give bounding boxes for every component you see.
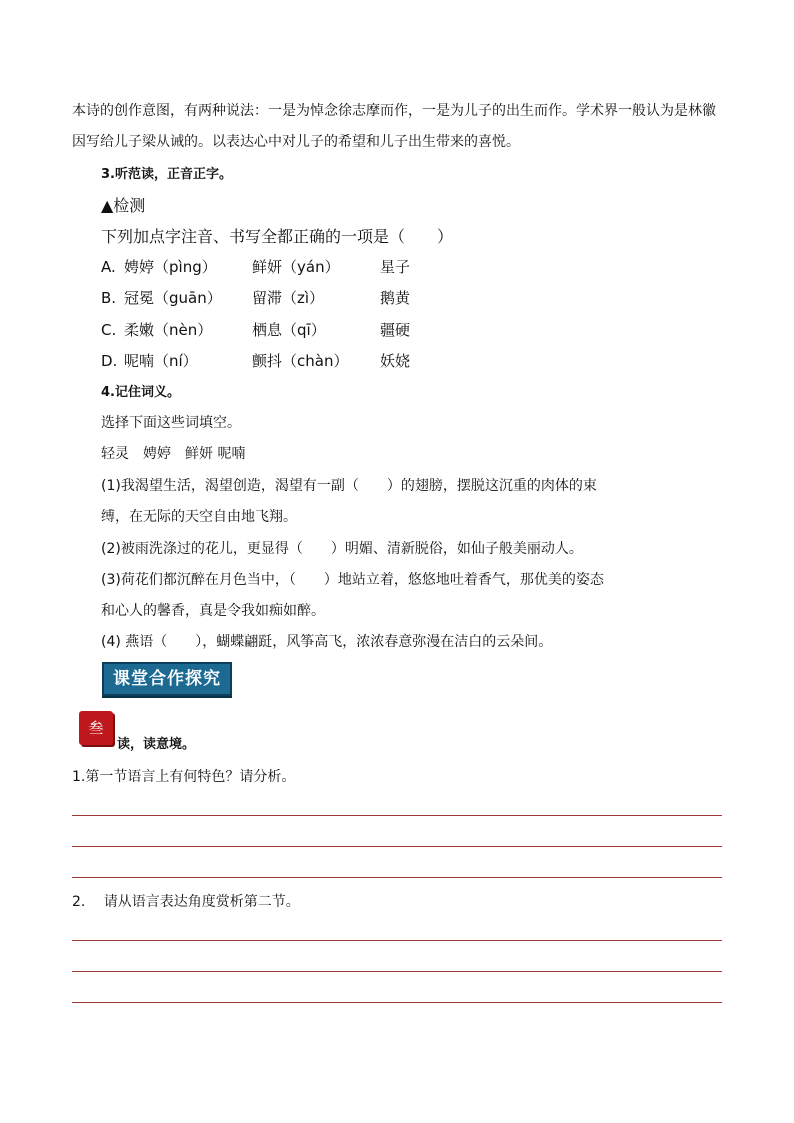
option-letter: C. xyxy=(101,321,117,339)
fill-question-3-line-1: (3)荷花们都沉醉在月色当中，（ ）地站立着，悠悠地吐着香气，那优美的姿态 xyxy=(101,572,604,588)
check-question: 下列加点字注音、书写全都正确的一项是（ ） xyxy=(101,227,454,246)
fill-question-3-line-2: 和心人的馨香，真是令我如痴如醉。 xyxy=(101,603,325,619)
section-4-instruction: 选择下面这些词填空。 xyxy=(101,415,241,431)
option-word: 呢喃（ní） xyxy=(124,352,198,370)
option-word: 颤抖（chàn） xyxy=(252,352,349,370)
answer-line xyxy=(72,877,722,878)
intro-line-1: 本诗的创作意图，有两种说法：一是为悼念徐志摩而作，一是为儿子的出生而作。学术界一般认为是林徽 xyxy=(72,103,716,119)
section-3-heading: 3.听范读，正音正字。 xyxy=(101,167,232,182)
answer-line xyxy=(72,815,722,816)
option-word: 柔嫩（nèn） xyxy=(124,321,213,339)
answer-line xyxy=(72,846,722,847)
option-word: 疆硬 xyxy=(380,321,411,339)
option-letter: A. xyxy=(101,258,116,276)
option-letter: D. xyxy=(101,352,118,370)
word-bank: 轻灵 娉婷 鲜妍 呢喃 xyxy=(101,446,246,462)
option-word: 妖娆 xyxy=(380,352,411,370)
answer-line xyxy=(72,940,722,941)
fill-question-1-line-1: (1)我渴望生活，渴望创造，渴望有一副（ ）的翅膀，摆脱这沉重的肉体的束 xyxy=(101,478,597,494)
option-word: 星子 xyxy=(380,258,411,276)
answer-line xyxy=(72,1002,722,1003)
option-word: 冠冕（guān） xyxy=(124,289,222,307)
discussion-question-1: 1.第一节语言上有何特色？请分析。 xyxy=(72,769,296,785)
check-label: ▲检测 xyxy=(101,196,146,215)
intro-line-2: 因写给儿子梁从诫的。以表达心中对儿子的希望和儿子出生带来的喜悦。 xyxy=(72,134,520,150)
section-4-heading: 4.记住词义。 xyxy=(101,385,180,400)
section-badge: 叁 xyxy=(79,711,113,745)
option-word: 鹅黄 xyxy=(380,289,411,307)
answer-line xyxy=(72,971,722,972)
option-word: 鲜妍（yán） xyxy=(252,258,340,276)
classroom-subheading: 读，读意境。 xyxy=(117,737,196,752)
fill-question-4: (4) 燕语（ ），蝴蝶翩跹，风筝高飞，浓浓春意弥漫在洁白的云朵间。 xyxy=(101,634,553,650)
section-banner: 课堂合作探究 xyxy=(102,662,232,696)
discussion-question-2: 2. 请从语言表达角度赏析第二节。 xyxy=(72,894,300,910)
fill-question-1-line-2: 缚，在无际的天空自由地飞翔。 xyxy=(101,509,297,525)
option-word: 留滞（zì） xyxy=(252,289,325,307)
option-word: 娉婷（pìng） xyxy=(124,258,217,276)
option-letter: B. xyxy=(101,289,117,307)
option-word: 栖息（qī） xyxy=(252,321,326,339)
fill-question-2: (2)被雨洗涤过的花儿，更显得（ ）明媚、清新脱俗，如仙子般美丽动人。 xyxy=(101,541,583,557)
